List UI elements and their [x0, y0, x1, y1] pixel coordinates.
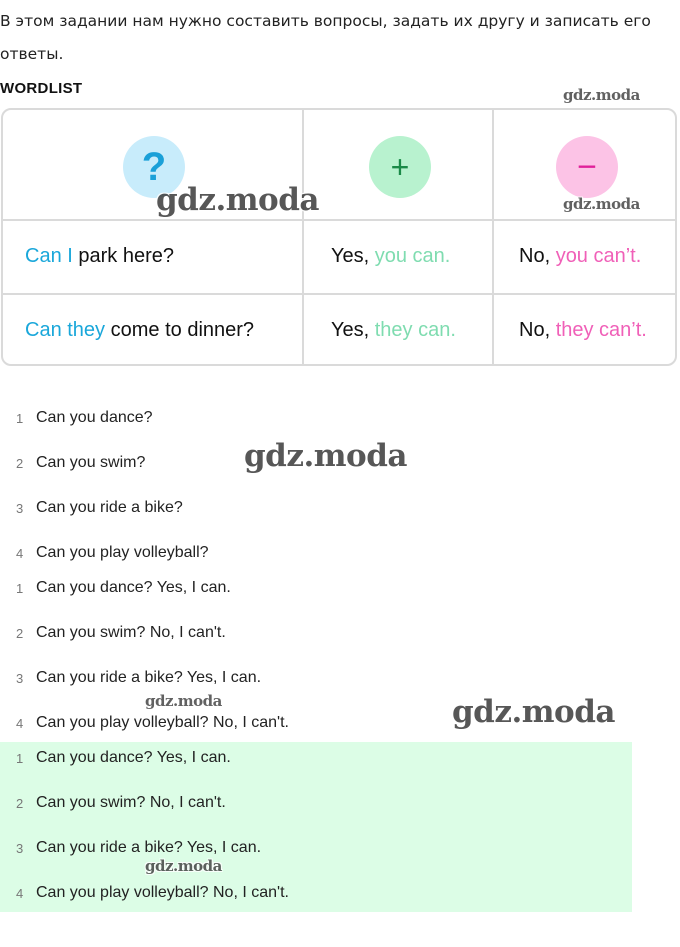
row-1-negative: No, you can’t. — [519, 245, 642, 267]
row-2-negative-cell — [494, 295, 677, 366]
row-1-question-cell — [3, 221, 304, 295]
watermark: gdz.moda — [563, 195, 640, 213]
row-2-question: Can they come to dinner? — [25, 319, 255, 341]
task-description: В этом задании нам нужно составить вопросы, задать их другу и записать его ответы. — [0, 12, 651, 63]
watermark: gdz.moda — [244, 438, 407, 474]
minus-icon: − — [556, 136, 618, 198]
watermark: gdz.moda — [452, 694, 615, 730]
plus-icon: + — [369, 136, 431, 198]
row-1-positive: Yes, you can. — [331, 245, 451, 267]
wordlist-table — [1, 108, 677, 366]
watermark: gdz.moda — [145, 692, 222, 710]
row-1-negative-cell — [494, 221, 677, 295]
row-2-positive-cell — [304, 295, 494, 366]
row-2-negative: No, they can’t. — [519, 319, 647, 341]
question-mark-icon: ? — [123, 136, 185, 198]
watermark: gdz.moda — [563, 86, 640, 104]
wordlist-title: WORDLIST — [0, 80, 83, 97]
watermark: gdz.moda — [156, 182, 319, 218]
header-cell-positive — [304, 110, 494, 221]
watermark: gdz.moda — [145, 857, 222, 875]
row-2-question-cell — [3, 295, 304, 366]
row-1-positive-cell — [304, 221, 494, 295]
row-2-positive: Yes, they can. — [331, 319, 456, 341]
row-1-question: Can I park here? — [25, 245, 174, 267]
